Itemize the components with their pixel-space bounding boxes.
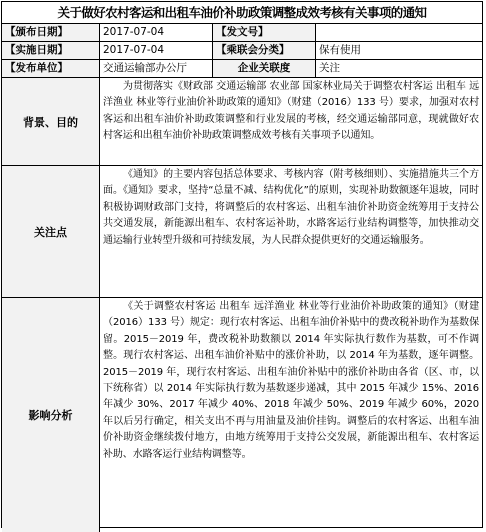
- issuer-value: 交通运输部办公厅: [100, 60, 213, 77]
- meta-row-dates: [2, 24, 482, 42]
- section-focus-points: [2, 166, 482, 298]
- section-label: 影响分析: [2, 298, 100, 532]
- section-label: 关注点: [2, 166, 100, 297]
- section-text: 《关于调整农村客运 出租车 远洋渔业 林业等行业油价补助政策的通知》（财建（2016）133 号）规定：现行农村客运、出租车油价补贴中的费改税补助作为基数保留。2015－2019 年，费改税补助数额以 2014 年实际执行数作为基数，可不作调整。现行农村客运、出租车油价补贴中的涨价补助，以 2014 年为基数，逐年调整。2015－2019 年，现行农村客运、出租车油价补贴中的涨价补助由各省（区、市，以下统称省）以 2014 年实际执行数为基数逐步递减，其中 2015 年减少 15%、2016 年减少 30%、2017 年减少 40%、2018 年减少 50%、2019 年减少 60%，2020 年以后另行确定，相关支出不再与用油量及油价挂钩。调整后的农村客运、出租车油价补助资金继续拨付地方，由地方统筹用于支持公交发展，新能源出租车、农村客运补助、水路客运行业结构调整等。: [103, 301, 479, 460]
- category-label: 【乘联会分类】: [213, 42, 316, 59]
- doc-number-value: [316, 24, 482, 41]
- effective-date-label: 【实施日期】: [2, 42, 100, 59]
- section-label: 背景、目的: [2, 78, 100, 165]
- doc-number-label: 【发文号】: [213, 24, 316, 41]
- relevance-value: 关注: [319, 62, 340, 74]
- issue-date-label: 【颁布日期】: [2, 24, 100, 41]
- effective-date-value: 2017-07-04: [100, 42, 213, 59]
- issuer-label: 【发布单位】: [2, 60, 100, 77]
- section-impact-analysis: [2, 298, 482, 532]
- relevance-label: 企业关联度: [213, 60, 316, 77]
- issue-date-value: 2017-07-04: [100, 24, 213, 41]
- section-background: [2, 78, 482, 166]
- policy-document: [1, 1, 483, 528]
- section-text: 为贯彻落实《财政部 交通运输部 农业部 国家林业局关于调整农村客运 出租车 远洋渔业 林业等行业油价补助政策的通知》（财建（2016）133 号）要求，加强对农村客运和出租车油价补助政策调整和行业发展的考核，经交通运输部同意，现就做好农村客运和出租车油价补助政策调整成效考核有关事项予以通知。: [103, 81, 479, 142]
- meta-row-issuer: [2, 60, 482, 78]
- meta-row-effective: [2, 42, 482, 60]
- section-text: 《通知》的主要内容包括总体要求、考核内容（附考核细则）、实施措施共三个方面。《通知》要求，坚持“总量不减、结构优化”的原则，实现补助数额逐年退坡，同时积极协调财政部门支持，将调整后的农村客运、出租车油价补助资金统筹用于支持公共交通发展，新能源出租车、农村客运补助，水路客运行业结构调整等，加快推动交通运输行业转型升级和可持续发展，为人民群众提供更好的交通运输服务。: [103, 169, 479, 246]
- category-value: 保有使用: [319, 44, 361, 56]
- document-title: 关于做好农村客运和出租车油价补助政策调整成效考核有关事项的通知: [2, 2, 482, 24]
